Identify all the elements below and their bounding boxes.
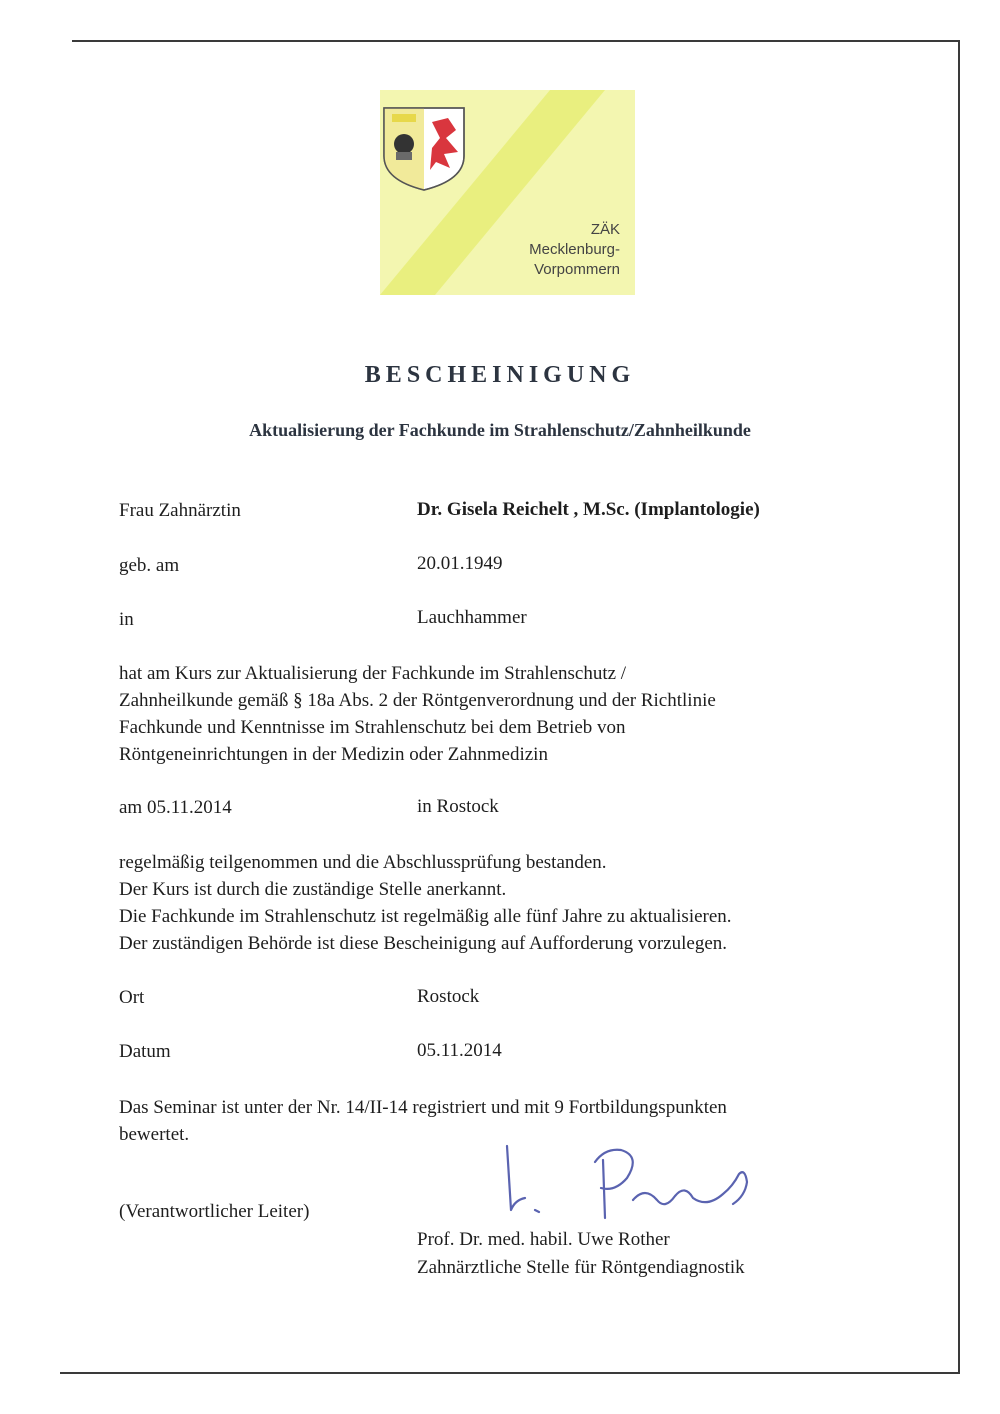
- logo-line: Vorpommern: [534, 261, 620, 278]
- logo-organisation-name: [500, 220, 620, 280]
- recipient-name: Dr. Gisela Reichelt , M.Sc. (Implantologie): [417, 499, 760, 520]
- birth-place-label: in: [119, 609, 134, 630]
- logo-line: Mecklenburg-: [529, 241, 620, 258]
- signatory-name: Prof. Dr. med. habil. Uwe Rother: [417, 1229, 670, 1250]
- signatory-role: (Verantwortlicher Leiter): [119, 1201, 310, 1222]
- paragraph-line: Das Seminar ist unter der Nr. 14/II-14 registriert und mit 9 Fortbildungspunkten: [119, 1097, 727, 1118]
- paragraph-line: Fachkunde und Kenntnisse im Strahlenschutz bei dem Betrieb von: [119, 717, 626, 738]
- paragraph-line: Der Kurs ist durch die zuständige Stelle anerkannt.: [119, 879, 507, 900]
- paragraph-line: hat am Kurs zur Aktualisierung der Fachkunde im Strahlenschutz /: [119, 663, 627, 684]
- result-paragraph: [119, 849, 732, 957]
- datum-value: 05.11.2014: [417, 1040, 502, 1061]
- course-paragraph: [119, 660, 716, 768]
- paragraph-line: Röntgeneinrichtungen in der Medizin oder Zahnmedizin: [119, 744, 548, 765]
- birth-date-label: geb. am: [119, 555, 180, 576]
- paragraph-line: regelmäßig teilgenommen und die Abschlussprüfung bestanden.: [119, 852, 607, 873]
- ort-label: Ort: [119, 987, 145, 1008]
- signatory-institution: Zahnärztliche Stelle für Röntgendiagnostik: [417, 1257, 745, 1278]
- logo-line: ZÄK: [590, 221, 620, 238]
- birth-place: Lauchhammer: [417, 607, 527, 628]
- course-date: am 05.11.2014: [119, 797, 232, 818]
- page-border-right: [958, 40, 960, 1372]
- course-location: in Rostock: [417, 796, 499, 817]
- datum-label: Datum: [119, 1041, 171, 1062]
- paragraph-line: Der zuständigen Behörde ist diese Bescheinigung auf Aufforderung vorzulegen.: [119, 933, 727, 954]
- page-border-top: [72, 40, 960, 42]
- paragraph-line: Die Fachkunde im Strahlenschutz ist regelmäßig alle fünf Jahre zu aktualisieren.: [119, 906, 732, 927]
- page-border-bottom: [60, 1372, 960, 1374]
- ort-value: Rostock: [417, 986, 480, 1007]
- birth-date: 20.01.1949: [417, 553, 503, 574]
- recipient-label: Frau Zahnärztin: [119, 500, 241, 521]
- paragraph-line: Zahnheilkunde gemäß § 18a Abs. 2 der Röntgenverordnung und der Richtlinie: [119, 690, 716, 711]
- paragraph-line: bewertet.: [119, 1124, 190, 1145]
- coat-of-arms-icon: [384, 108, 464, 190]
- handwritten-signature: [495, 1138, 755, 1228]
- document-title: BESCHEINIGUNG: [364, 362, 636, 388]
- document-subtitle: Aktualisierung der Fachkunde im Strahlenschutz/Zahnheilkunde: [249, 420, 751, 440]
